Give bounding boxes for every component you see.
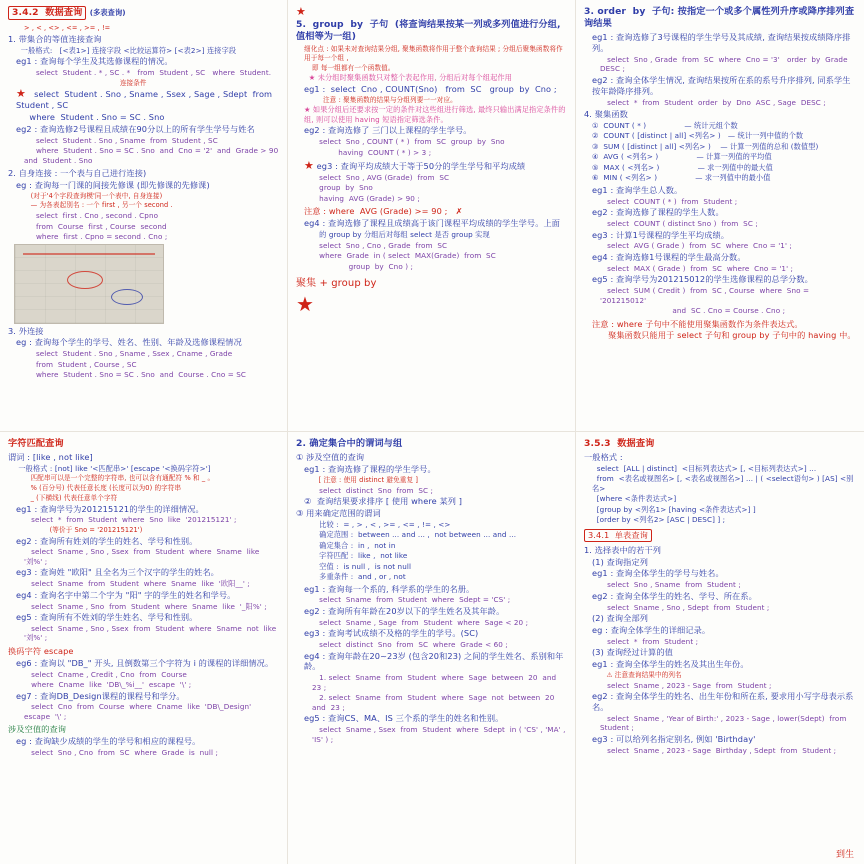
q3-line-19: eg5 : 查询学号为201215012的学生选修课程的总学分数。 bbox=[592, 274, 813, 285]
q4-line-3: % (百分号) 代表任意长度 (长度可以为0) 的字符串 bbox=[24, 484, 182, 493]
q1-line-7: eg2 : 查询选修2号课程且成绩在90分以上的所有学生学号与姓名 bbox=[16, 123, 255, 134]
q6-line-2: from <表名或视图名> [, <表名或视图名>] ... | ( <select语句> ) [AS] <别名> bbox=[592, 474, 854, 493]
q1-line-20: from Student , Course , SC bbox=[24, 359, 137, 369]
q5-line-22: select Sname , Ssex from Student where Sdept in ( 'CS' , 'MA' , 'IS' ) ; bbox=[312, 725, 568, 744]
q5-line-1: eg1 : 查询选修了课程的学生学号。 bbox=[304, 463, 436, 474]
q6-line-11: eg2 : 查询全体学生的姓名、学号、所在系。 bbox=[592, 590, 757, 601]
q2-line-5: ★ 如果分组后还要求按一定的条件对这些组进行筛选, 最终只输出满足指定条件的组, 则可以使用 having 短语指定筛选条件。 bbox=[304, 105, 566, 124]
q4-line-16: 换码字符 escape bbox=[8, 645, 74, 656]
q6-line-13: (2) 查询全部列 bbox=[592, 613, 649, 624]
pasted-table-photo bbox=[14, 244, 164, 324]
q5-line-19: 1. select Sname from Student where Sage between 20 and 23 ; bbox=[312, 673, 561, 692]
q6-line-23: select Sname , 2023 - Sage Birthday , Sdept from Student ; bbox=[600, 745, 837, 755]
q5-line-20: 2. select Sname from Student where Sage not between 20 and 23 ; bbox=[312, 693, 560, 712]
q5-line-9: 字符匹配 : like , not like bbox=[312, 551, 408, 561]
q2-line-1: 即 每一组都有一个函数值。 bbox=[312, 63, 395, 72]
q5-line-17: select distinct Sno from SC where Grade < 60 ; bbox=[312, 640, 508, 650]
q1-line-13: — 为各表起别名 : 一个 first , 另一个 second . bbox=[24, 201, 173, 210]
q6-line-8: (1) 查询指定列 bbox=[592, 556, 649, 567]
q1-line-12: (对于'4个字段查询模'同一个表中, 自身连接) bbox=[24, 191, 163, 200]
q4-line-22: 涉及空值的查询 bbox=[8, 724, 67, 735]
q2-line-10: select Sno , AVG (Grade) from SC bbox=[312, 172, 450, 182]
q2-line-3: eg1 : select Cno , COUNT(Sno) from SC group by Cno ; bbox=[304, 83, 557, 94]
q1-line-21: where Student . Sno = SC . Sno and Course . Cno = SC bbox=[24, 370, 247, 380]
q1-line-19: select Student . Sno , Sname , Ssex , Cname , Grade bbox=[24, 349, 233, 359]
q4-line-17: eg6 : 查询以 "DB_" 开头, 且倒数第三个字符为 i 的课程的详细情况。 bbox=[16, 657, 274, 668]
q3-line-12: select COUNT ( * ) from Student ; bbox=[600, 196, 738, 206]
quadrant-3 bbox=[576, 0, 864, 432]
q5-line-7: 确定范围 : between ... and ... , not between ... and ... bbox=[312, 530, 517, 540]
q3-line-14: select COUNT ( distinct Sno ) from SC ; bbox=[600, 219, 758, 229]
q3-line-23: 聚集函数只能用于 select 子句和 group by 子句中的 having 中。 bbox=[600, 330, 856, 341]
q6-line-0: 一般格式 : bbox=[584, 452, 623, 463]
q2-line-15: 的 group by 分组后对每组 select 是否 group 实现 bbox=[312, 230, 490, 240]
q6-line-15: select * from Student ; bbox=[600, 636, 699, 646]
q3-line-21: and SC . Cno = Course . Cno ; bbox=[608, 306, 786, 316]
q5-line-11: 多重条件 : and , or , not bbox=[312, 572, 406, 582]
q3-line-1: select Sno , Grade from SC where Cno = '3' order by Grade DESC ; bbox=[600, 54, 853, 74]
q5-line-0: ① 涉及空值的查询 bbox=[296, 452, 365, 463]
q4-line-19: where Cname like 'DB\_%i__' escape '\' ; bbox=[24, 680, 192, 690]
q3-line-11: eg1 : 查询学生总人数。 bbox=[592, 184, 683, 195]
q6-line-18: ⚠ 注意查询结果中的列名 bbox=[600, 670, 682, 679]
q1-marginal-note: > , < , <> , <= , >= , != bbox=[24, 24, 111, 33]
q2-line-2: ★ 未分组时聚集函数只对整个表起作用, 分组后对每个组起作用 bbox=[304, 73, 512, 83]
q2-line-16: select Sno , Cno , Grade from SC bbox=[312, 240, 448, 250]
q2-line-14: eg4 : 查询选修了课程且成绩高于该门课程平均成绩的学生学号。上面 bbox=[304, 218, 561, 229]
q2-line-0: 细化点 : 如果未对查询结果分组, 聚集函数将作用于整个查询结果 ; 分组后聚集函数将作用于每一个组 , bbox=[304, 45, 563, 62]
q5-line-4: ② 查询结果要求排序 [ 使用 where 某列 ] bbox=[304, 496, 463, 506]
q6-heading: 3.5.3 数据查询 bbox=[584, 438, 655, 449]
q6-line-16: (3) 查询经过计算的值 bbox=[592, 647, 673, 658]
q3-line-6: ② COUNT ( [distinct | all] <列名> ) — 统计一列中值的个数 bbox=[592, 131, 804, 141]
q3-line-16: select AVG ( Grade ) from SC where Cno = '1' ; bbox=[600, 241, 792, 251]
q4-line-9: select Sname , Sno , Ssex from Student where Sname like '刘%' ; bbox=[24, 547, 265, 566]
q2-line-8: having COUNT ( * ) > 3 ; bbox=[312, 147, 432, 157]
q6-line-5: [order by <列名2> [ASC | DESC] ] ; bbox=[592, 515, 726, 525]
q3-line-3: select * from Student order by Dno ASC , Sage DESC ; bbox=[600, 97, 826, 107]
q6-line-22: eg3 : 可以给列名指定别名, 例如 'Birthday' bbox=[592, 733, 756, 744]
q6-line-7: 1. 选择表中的若干列 bbox=[584, 544, 662, 555]
q3-line-17: eg4 : 查询选修1号课程的学生最高分数。 bbox=[592, 251, 746, 262]
q6-line-20: eg2 : 查询全体学生的姓名、出生年份和所在系, 要求用小写字母表示系名。 bbox=[592, 691, 854, 712]
q6-line-14: eg : 查询全体学生的详细记录。 bbox=[592, 624, 711, 635]
q2-line-13: 注意 : where AVG (Grade) >= 90 ; ✗ bbox=[304, 206, 463, 217]
q5-line-5: ③ 用来确定范围的谓词 bbox=[296, 507, 381, 518]
q4-line-1: 一般格式 : [not] like '<匹配串>' [escape '<换码字符>'] bbox=[16, 463, 211, 473]
q5-line-8: 确定集合 : in , not in bbox=[312, 540, 396, 550]
q4-line-15: select Sname , Sno , Ssex from Student where Sname not like '刘%' ; bbox=[24, 623, 282, 643]
q3-line-20: select SUM ( Credit ) from SC , Course where Sno = '201215012' bbox=[600, 286, 812, 305]
q2-emphasis: 聚集 + group by bbox=[296, 278, 377, 290]
q4-line-14: eg5 : 查询所有不姓刘的学生姓名、学号和性别。 bbox=[16, 612, 198, 623]
q5-line-12: eg1 : 查询每一个系的, 科学系的学生的名册。 bbox=[304, 583, 475, 594]
q2-line-17: where Grade in ( select MAX(Grade) from SC bbox=[312, 251, 496, 261]
q4-line-24: select Sno , Cno from SC where Grade is null ; bbox=[24, 748, 218, 758]
q3-line-2: eg2 : 查询全体学生情况, 查询结果按所在系的系号升序排列, 同系学生按年龄降序排列。 bbox=[592, 74, 851, 96]
photo-circle-annotation-2 bbox=[111, 289, 143, 305]
q1-line-3: select Student . * , SC . * from Student , SC where Student. bbox=[24, 68, 272, 77]
q3-line-22: 注意 : where 子句中不能使用聚集函数作为条件表达式。 bbox=[592, 318, 803, 329]
q3-line-18: select MAX ( Grade ) from SC where Cno = '1' ; bbox=[600, 263, 794, 273]
q5-line-3: select distinct Sno from SC ; bbox=[312, 485, 434, 495]
q3-line-7: ③ SUM ( [distinct | all] <列名> ) — 计算一列值的总和 (数值型) bbox=[592, 141, 819, 151]
q6-line-1: select [ALL | distinct] <目标列表达式> [, <目标列表达式>] ... bbox=[592, 463, 817, 473]
q4-line-21: select Cno from Course where Cname like 'DB\_Design' escape '\' ; bbox=[24, 702, 257, 721]
quadrant-4 bbox=[0, 432, 288, 864]
q2-line-6: eg2 : 查询选修了 三门以上课程的学生学号。 bbox=[304, 125, 472, 136]
q5-line-16: eg3 : 查询考试成绩不及格的学生的学号。(SC) bbox=[304, 628, 479, 639]
q1-line-4: 连接条件 bbox=[32, 78, 147, 87]
q6-line-17: eg1 : 查询全体学生的姓名及其出生年份。 bbox=[592, 659, 749, 670]
q1-line-6: where Student . Sno = SC . Sno bbox=[24, 111, 165, 122]
q5-line-14: eg2 : 查询所有年龄在20岁以下的学生姓名及其年龄。 bbox=[304, 605, 505, 616]
q1-line-10: 2. 自身连接 : 一个表与自己进行连接) bbox=[8, 168, 147, 179]
q4-line-5: eg1 : 查询学号为201215121的学生的详细情况。 bbox=[16, 503, 204, 514]
q6-line-21: select Sname , 'Year of Birth:' , 2023 - Sage , lower(Sdept) from Student ; bbox=[600, 713, 852, 733]
q3-line-8: ④ AVG ( <列名> ) — 计算一列值的平均值 bbox=[592, 152, 772, 162]
q1-line-18: eg : 查询每个学生的学号、姓名、性别、年龄及选修课程情况 bbox=[16, 337, 242, 348]
q2-line-4: 注意 : 聚集函数的结果与分组列要一一对应。 bbox=[312, 95, 457, 104]
big-star-icon: ★ bbox=[296, 292, 315, 317]
photo-circle-annotation-1 bbox=[67, 271, 103, 289]
q5-line-13: select Sname from Student where Sdept = 'CS' ; bbox=[312, 595, 511, 605]
q4-line-11: select Sname from Student where Sname like '欧阳__' ; bbox=[24, 579, 250, 589]
q1-heading-note: (多表查询) bbox=[89, 8, 126, 17]
q5-line-15: select Sname , Sage from Student where Sage < 20 ; bbox=[312, 617, 529, 627]
q2-line-12: having AVG (Grade) > 90 ; bbox=[312, 193, 420, 203]
q5-line-18: eg4 : 查询年龄在20~23岁 (包含20和23) 之间的学生姓名、系别和年龄。 bbox=[304, 650, 564, 672]
q5-line-21: eg5 : 查询CS、MA、IS 三个系的学生的姓名和性别。 bbox=[304, 713, 504, 724]
q3-line-13: eg2 : 查询选修了课程的学生人数。 bbox=[592, 207, 724, 218]
q1-line-16: where first . Cpno = second . Cno ; bbox=[24, 232, 168, 242]
q3-line-10: ⑥ MIN ( <列名> ) — 求一列值中的最小值 bbox=[592, 173, 771, 183]
q4-line-10: eg3 : 查询姓 "欧阳" 且全名为三个汉字的学生的姓名。 bbox=[16, 567, 219, 578]
q1-line-9: where Student . Sno = SC . Sno and Cno = '2' and Grade > 90 and Student . Sno bbox=[24, 146, 284, 165]
q1-line-14: select first . Cno , second . Cpno bbox=[24, 211, 159, 221]
q1-line-11: eg : 查询每一门课的间接先修课 (即先修课的先修课) bbox=[16, 179, 210, 190]
q4-line-2: 匹配串可以是一个完整的字符串, 也可以含有通配符 % 和 _ 。 bbox=[24, 474, 215, 483]
q5-heading: 2. 确定集合中的谓词与组 bbox=[296, 438, 403, 449]
q5-line-10: 空值 : is null , is not null bbox=[312, 561, 412, 571]
q1-line-5: select Student . Sno , Sname , Ssex , Sage , Sdept from Student , SC bbox=[16, 89, 278, 111]
q4-line-13: select Sname , Sno from Student where Sname like '_阳%' ; bbox=[24, 601, 267, 611]
q1-line-1: 一般格式: [<表1>] 连接字段 <比较运算符> [<表2>] 连接字段 bbox=[16, 45, 237, 55]
quadrant-6 bbox=[576, 432, 864, 864]
q1-line-2: eg1 : 查询每个学生及其选修课程的情况。 bbox=[16, 56, 173, 67]
q2-line-7: select Sno , COUNT ( * ) from SC group by Sno bbox=[312, 137, 505, 147]
q1-line-0: 1. 带集合的等值连接查询 bbox=[8, 33, 102, 44]
q3-heading: 3. order by 子句: 按指定一个或多个属性列升序或降序排列查询结果 bbox=[584, 6, 855, 30]
star-icon: ★ bbox=[296, 5, 306, 18]
q1-heading: 3.4.2 数据查询 bbox=[8, 6, 86, 20]
q6-line-3: [where <条件表达式>] bbox=[592, 494, 677, 504]
q4-line-18: select Cname , Credit , Cno from Course bbox=[24, 669, 187, 679]
q4-line-0: 谓词 : [like , not like] bbox=[8, 452, 93, 463]
q1-line-17: 3. 外连接 bbox=[8, 325, 44, 336]
signature: 到生 bbox=[835, 850, 854, 860]
q6-line-19: select Sname , 2023 - Sage from Student ; bbox=[600, 680, 772, 690]
q3-line-5: ① COUNT ( * ) — 统计元组个数 bbox=[592, 120, 738, 130]
q2-line-11: group by Sno bbox=[312, 183, 373, 193]
q6-line-9: eg1 : 查询全体学生的学号与姓名。 bbox=[592, 568, 724, 579]
q3-line-0: eg1 : 查询选修了3号课程的学生学号及其成绩, 查询结果按成绩降序排列。 bbox=[592, 32, 851, 54]
q2-heading: 5. group by 子句 (将查询结果按某一列或多列值进行分组, 值相等为一组) bbox=[296, 18, 564, 42]
q1-line-15: from Course first , Course second bbox=[24, 221, 167, 231]
q2-line-9: eg3 : 查询平均成绩大于等于50分的学生学号和平均成绩 bbox=[316, 161, 526, 172]
q4-line-4: _ (下横线) 代表任意单个字符 bbox=[24, 493, 118, 502]
q4-line-23: eg : 查询缺少成绩的学生的学号和相应的课程号。 bbox=[16, 736, 201, 747]
quadrant-1: 3.4.2 数据查询 (多表查询) > , < , <> , <= , >= , != 1. 带集合的等值连接查询 一般格式: [<表1>] 连接字段 <比较运算符> [<表2>] 连接字段 eg1 : 查询每个学生及其选修课程的情况。 select Student . * , SC . * from Student , SC where Student. 连接条件 ★ select Student . Sno , Sname , Ssex , Sage , Sdept from Student , SC where Student . Sno = SC . Sno eg2 : 查询选修2号课程且成绩在90分以上的所有学生学号与姓名 select Student . Sno , Sname from Student , SC where Student . Sno = SC . Sno and Cno = '2' and Grade > 90 and Student . Sno 2. 自身连接 : 一个表与自己进行连接) eg : 查询每一门课的间接先修课 (即先修课的先修课) (对于'4个字段查询模'同一个表中, 自身连接) — 为各表起别名 : 一个 first , 另一个 second . select first . Cno , second . Cpno from Course first , Course second where first . Cpno = second . Cno ; 3. 外连接 eg : 查询每个学生的学号、姓名、性别、年龄及选修课程情况 select Student . Sno , Sname , Ssex , Cname , Grade from Student , Course , SC where Student . Sno = SC . Sno and Course . Cno = SC bbox=[0, 0, 288, 432]
q3-line-4: 4. 聚集函数 bbox=[584, 109, 628, 120]
quadrant-5 bbox=[288, 432, 576, 864]
q5-line-6: 比较 : = , > , < , >= , <= , != , <> bbox=[312, 519, 453, 529]
q4-line-7: (等价于 Sno = '201215121') bbox=[32, 525, 143, 534]
q1-line-8: select Student . Sno , Sname from Student , SC bbox=[24, 135, 218, 145]
q3-line-15: eg3 : 计算1号课程的学生平均成绩。 bbox=[592, 229, 730, 240]
q2-line-18: group by Cno ) ; bbox=[320, 261, 414, 271]
q4-heading: 字符匹配查询 bbox=[8, 438, 64, 449]
q6-line-4: [group by <列名1> [having <条件表达式>] ] bbox=[592, 504, 756, 514]
q4-line-8: eg2 : 查询所有姓刘的学生的姓名、学号和性别。 bbox=[16, 535, 198, 546]
q4-line-12: eg4 : 查询名字中第二个字为 "阳" 字的学生的姓名和学号。 bbox=[16, 589, 236, 600]
q6-line-10: select Sno , Sname from Student ; bbox=[600, 580, 741, 590]
q6-line-12: select Sname , Sno , Sdept from Student ; bbox=[600, 602, 770, 612]
q3-line-9: ⑤ MAX ( <列名> ) — 求一列值中的最大值 bbox=[592, 162, 773, 172]
q4-line-6: select * from Student where Sno like '201215121' ; bbox=[24, 515, 237, 525]
q6-subheading: 3.4.1 单表查询 bbox=[584, 529, 652, 542]
q5-line-2: [ 注意 : 使用 distinct 避免重复 ] bbox=[312, 475, 419, 484]
quadrant-2: ★ 5. group by 子句 (将查询结果按某一列或多列值进行分组, 值相等为一组) 细化点 : 如果未对查询结果分组, 聚集函数将作用于整个查询结果 ; 分组后聚集函数将作用于每一个组 , 即 每一组都有一个函数值。 ★ 未分组时聚集函数只对整个表起作用, 分组后对每个组起作用 eg1 : select Cno , COUNT(Sno) from SC group by Cno ; 注意 : 聚集函数的结果与分组列要一一对应。 ★ 如果分组后还要求按一定的条件对这些组进行筛选, 最终只输出满足指定条件的组, 则可以使用 having 短语指定筛选条件。 eg2 : 查询选修了 三门以上课程的学生学号。 select Sno , COUNT ( * ) from SC group by Sno having COUNT ( * ) > 3 ; ★ eg3 : 查询平均成绩大于等于50分的学生学号和平均成绩 select Sno , AVG (Grade) from SC group by Sno having AVG (Grade) > 90 ; 注意 : where AVG (Grade) >= 90 ; ✗ eg4 : 查询选修了课程且成绩高于该门课程平均成绩的学生学号。上面 的 group by 分组后对每组 select 是否 group 实现 select Sno , Cno , Grade from SC where Grade in ( select MAX(Grade) from SC group by Cno ) ; 聚集 + group by ★ bbox=[288, 0, 576, 432]
q4-line-20: eg7 : 查询DB_Design课程的课程号和学分。 bbox=[16, 690, 185, 701]
